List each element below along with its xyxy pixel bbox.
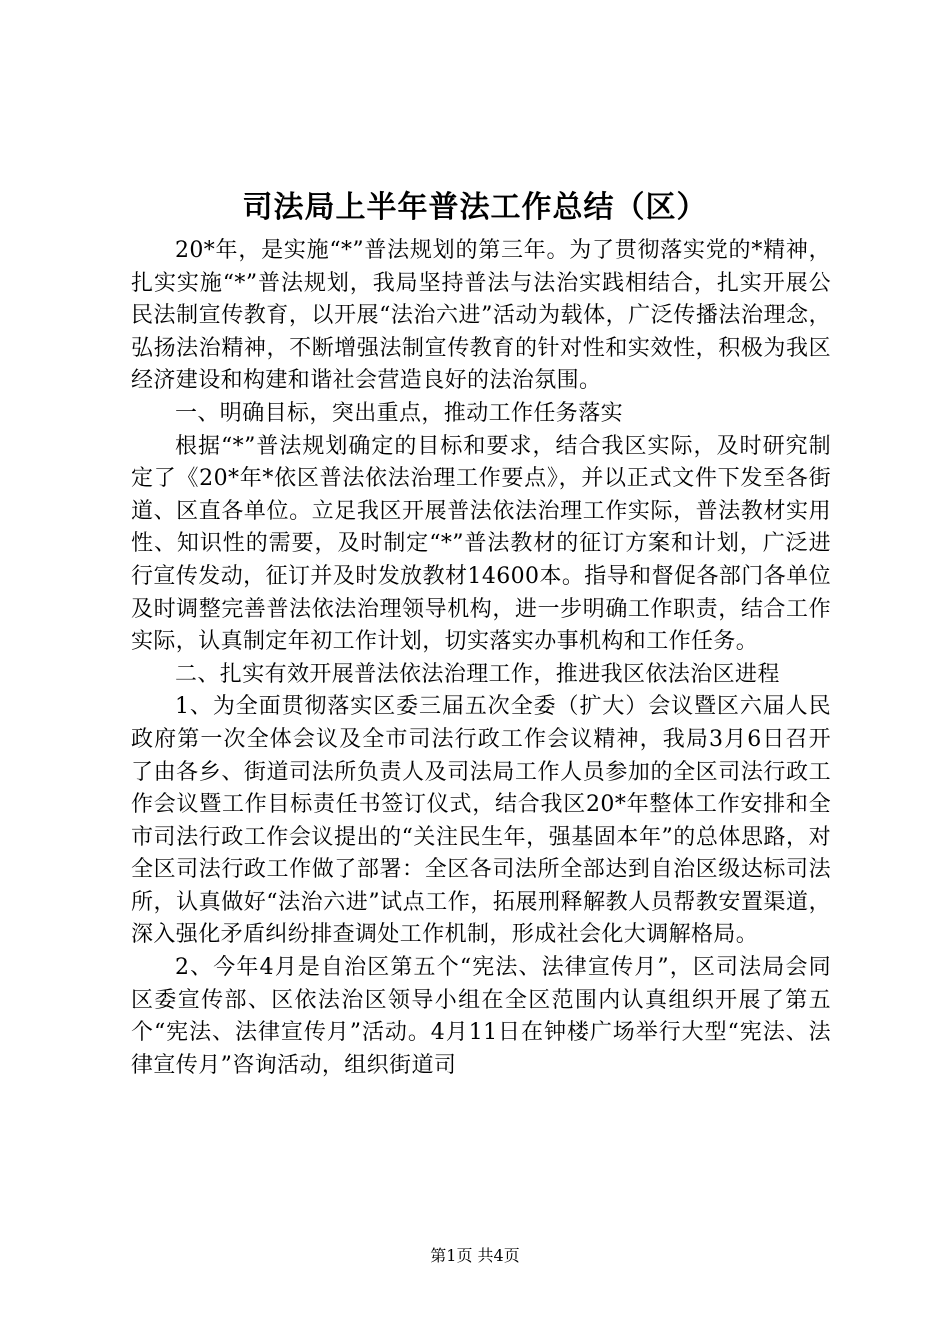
document-body — [131, 235, 831, 1082]
section-2-item-2-paragraph: 2、今年4月是自治区第五个“宪法、法律宣传月”，区司法局会同区委宣传部、区依法治区领导小组在全区范围内认真组织开展了第五个“宪法、法律宣传月”活动。4月11日在钟楼广场举行大型“宪法、法律宣传月”咨询活动，组织街道司 — [131, 955, 831, 1078]
section-2-item-1-paragraph: 1、为全面贯彻落实区委三届五次全委（扩大）会议暨区六届人民政府第一次全体会议及全市司法行政工作会议精神，我局3月6日召开了由各乡、街道司法所负责人及司法局工作人员参加的全区司法行政工作会议暨工作目标责任书签订仪式，结合我区20*年整体工作安排和全市司法行政工作会议提出的“关注民生年，强基固本年”的总体思路，对全区司法行政工作做了部署：全区各司法所全部达到自治区级达标司法所，认真做好“法治六进”试点工作，拓展刑释解教人员帮教安置渠道，深入强化矛盾纠纷排查调处工作机制，形成社会化大调解格局。 — [131, 694, 831, 948]
section-heading-2: 二、扎实有效开展普法依法治理工作，推进我区依法治区进程 — [175, 661, 780, 687]
page-number-footer: 第1页 共4页 — [430, 1246, 520, 1265]
section-heading-1: 一、明确目标，突出重点，推动工作任务落实 — [175, 400, 624, 426]
intro-paragraph: 20*年，是实施“*”普法规划的第三年。为了贯彻落实党的*精神，扎实实施“*”普法规划，我局坚持普法与法治实践相结合，扎实开展公民法制宣传教育，以开展“法治六进”活动为载体，广泛传播法治理念，弘扬法治精神，不断增强法制宣传教育的针对性和实效性，积极为我区经济建设和构建和谐社会营造良好的法治氛围。 — [131, 238, 831, 394]
section-1-paragraph: 根据“*”普法规划确定的目标和要求，结合我区实际，及时研究制定了《20*年*依区普法依法治理工作要点》，并以正式文件下发至各街道、区直各单位。立足我区开展普法依法治理工作实际，普法教材实用性、知识性的需要，及时制定“*”普法教材的征订方案和计划，广泛进行宣传发动，征订并及时发放教材14600本。指导和督促各部门各单位及时调整完善普法依法治理领导机构，进一步明确工作职责，结合工作实际，认真制定年初工作计划，切实落实办事机构和工作任务。 — [131, 433, 831, 655]
document-title: 司法局上半年普法工作总结（区） — [242, 190, 708, 225]
